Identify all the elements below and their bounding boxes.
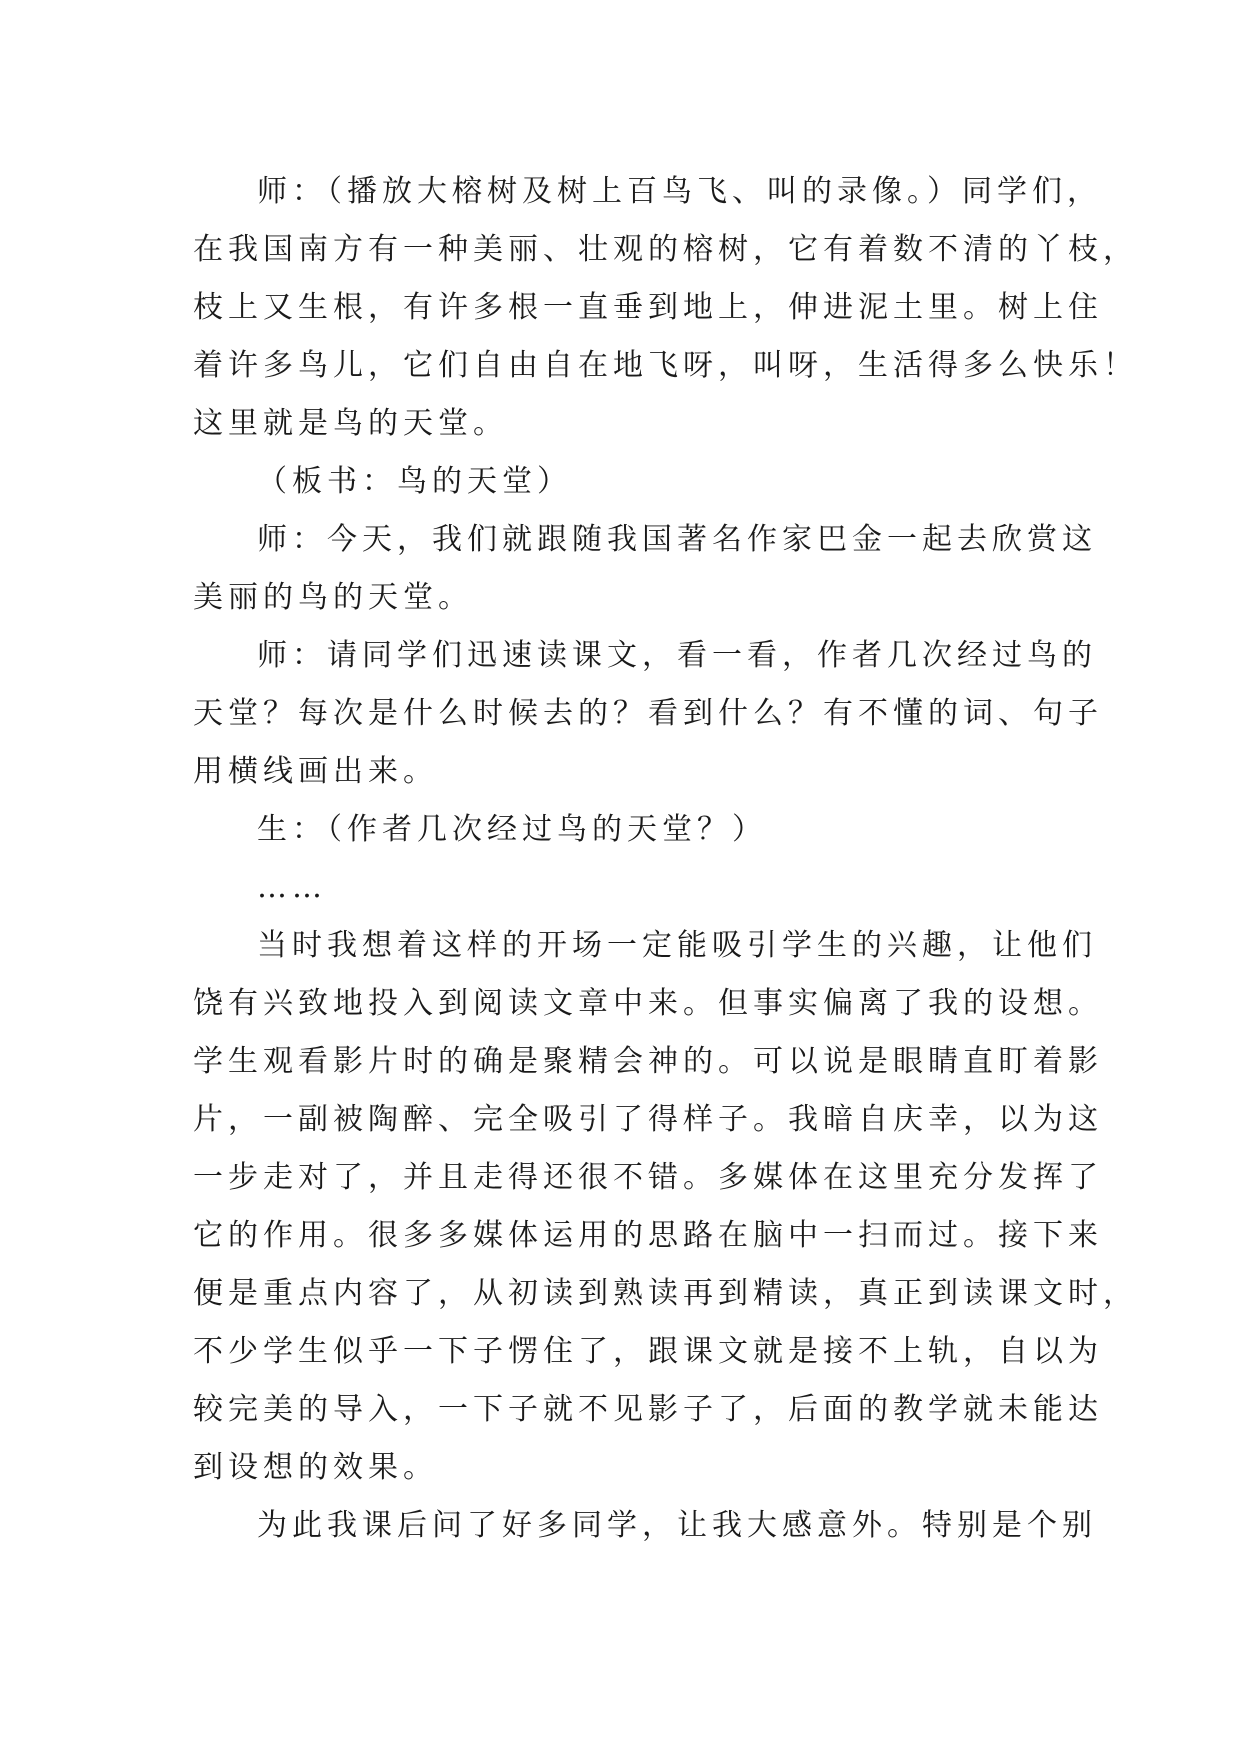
paragraph-line: 一步走对了，并且走得还很不错。多媒体在这里充分发挥了 xyxy=(193,1160,1103,1195)
paragraph-line: 较完美的导入，一下子就不见影子了，后面的教学就未能达 xyxy=(193,1392,1103,1427)
paragraph-line: 天堂？每次是什么时候去的？看到什么？有不懂的词、句子 xyxy=(193,696,1103,731)
ellipsis-line: …… xyxy=(257,870,327,905)
paragraph-line: 它的作用。很多多媒体运用的思路在脑中一扫而过。接下来 xyxy=(193,1218,1103,1253)
paragraph-line: 在我国南方有一种美丽、壮观的榕树，它有着数不清的丫枝， xyxy=(193,232,1138,267)
paragraph-line: 这里就是鸟的天堂。 xyxy=(193,406,508,441)
paragraph-line: 当时我想着这样的开场一定能吸引学生的兴趣，让他们 xyxy=(257,928,1097,963)
paragraph-line: 不少学生似乎一下子愣住了，跟课文就是接不上轨，自以为 xyxy=(193,1334,1103,1369)
paragraph-line: 美丽的鸟的天堂。 xyxy=(193,580,473,615)
paragraph-line: 师：请同学们迅速读课文，看一看，作者几次经过鸟的 xyxy=(257,638,1097,673)
paragraph-line: 便是重点内容了，从初读到熟读再到精读，真正到读课文时， xyxy=(193,1276,1138,1311)
paragraph-line: 用横线画出来。 xyxy=(193,754,438,789)
paragraph-line: 师：今天，我们就跟随我国著名作家巴金一起去欣赏这 xyxy=(257,522,1097,557)
paragraph-line: 片，一副被陶醉、完全吸引了得样子。我暗自庆幸，以为这 xyxy=(193,1102,1103,1137)
paragraph-line: （板书：鸟的天堂） xyxy=(257,464,572,499)
paragraph-line: 学生观看影片时的确是聚精会神的。可以说是眼睛直盯着影 xyxy=(193,1044,1103,1079)
paragraph-line: 师：（播放大榕树及树上百鸟飞、叫的录像。）同学们， xyxy=(257,174,1102,209)
paragraph-line: 为此我课后问了好多同学，让我大感意外。特别是个别 xyxy=(257,1508,1097,1543)
document-text xyxy=(193,163,1138,1555)
paragraph-line: 饶有兴致地投入到阅读文章中来。但事实偏离了我的设想。 xyxy=(193,986,1103,1021)
paragraph-line: 生：（作者几次经过鸟的天堂？） xyxy=(257,812,767,847)
paragraph-line: 着许多鸟儿，它们自由自在地飞呀，叫呀，生活得多么快乐！ xyxy=(193,348,1138,383)
paragraph-line: 枝上又生根，有许多根一直垂到地上，伸进泥土里。树上住 xyxy=(193,290,1103,325)
paragraph-line: 到设想的效果。 xyxy=(193,1450,438,1485)
